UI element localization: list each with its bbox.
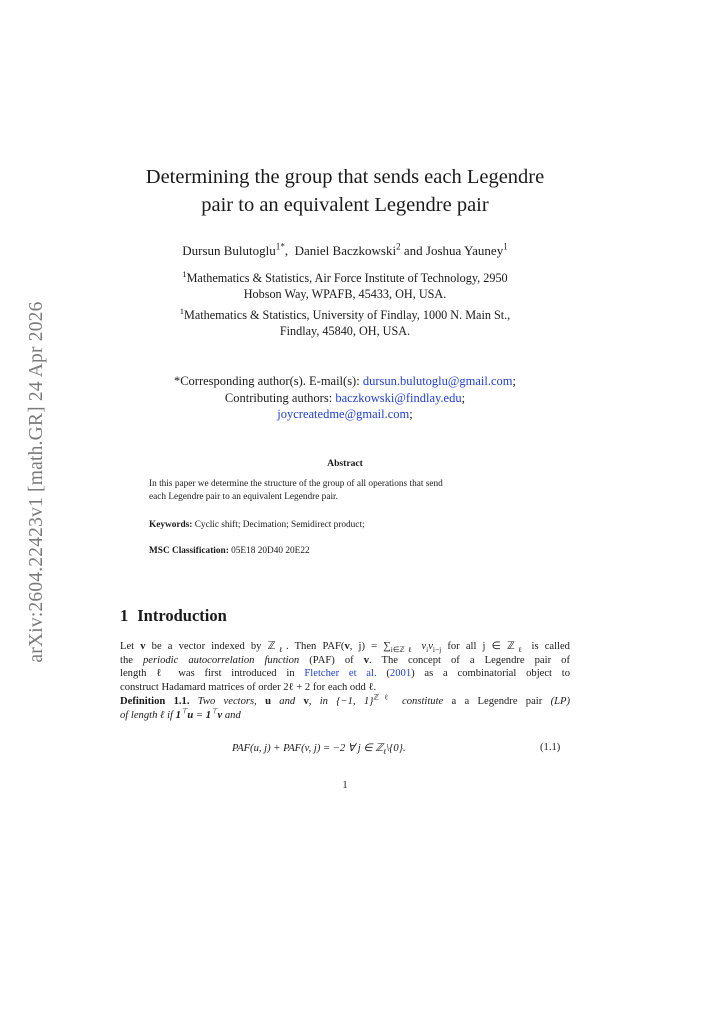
author-list: [120, 242, 570, 260]
correspondence: [120, 373, 570, 423]
section-number: 1: [120, 606, 129, 625]
paragraph-line: the periodic autocorrelation function (PAF) of v. The concept of a Legendre pair of: [120, 654, 570, 666]
paragraph-line: construct Hadamard matrices of order 2ℓ + 2 for each odd ℓ.: [120, 681, 377, 693]
affil-marker: 1: [179, 305, 185, 316]
author-name: Joshua Yauney: [425, 243, 504, 258]
intro-paragraph: [120, 640, 570, 694]
affil-line-2: Hobson Way, WPAFB, 45433, OH, USA.: [243, 287, 447, 301]
definition-block: [120, 692, 570, 722]
paper-title: [120, 163, 570, 219]
arxiv-identifier: arXiv:2604.22423v1 [math.GR] 24 Apr 2026: [26, 301, 47, 663]
msc-text: 05E18 20D40 20E22: [231, 546, 310, 556]
author-separator: and: [403, 243, 423, 258]
equation: PAF(u, j) + PAF(v, j) = −2 ∀ j ∈ ℤ$_\ell$\{0}.: [232, 743, 406, 757]
msc-classification: [149, 545, 569, 558]
citation-link[interactable]: Fletcher et al.: [304, 668, 377, 679]
affil-marker: 1: [182, 268, 187, 279]
section-title: Introduction: [137, 606, 227, 625]
keywords: [149, 519, 569, 532]
separator: ;: [409, 407, 413, 421]
definition-label: Definition 1.1.: [120, 696, 190, 707]
page-number: 1: [342, 780, 348, 791]
affil-line-2: Findlay, 45840, OH, USA.: [279, 324, 411, 338]
citation-year-link[interactable]: 2001: [389, 668, 412, 679]
keywords-text: Cyclic shift; Decimation; Semidirect product;: [194, 520, 365, 530]
msc-label: MSC Classification:: [149, 546, 229, 556]
equation-number: (1.1): [540, 742, 561, 753]
email-link[interactable]: baczkowski@findlay.edu: [335, 390, 462, 405]
separator: ;: [461, 390, 466, 405]
definition-line: of length ℓ if 1⊤u = 1⊤v and: [120, 705, 241, 721]
author-separator: ,: [284, 243, 289, 258]
paragraph-line: Let v be a vector indexed by ℤ$_\ell$. Then PAF(v, $j) = \sum_{i\in ℤ\ell}$ $v_iv_{i-j}$ for all j ∈ ℤ$_\ell$ is called: [120, 641, 570, 655]
author-affil-marker: 2: [396, 241, 401, 252]
separator: ;: [512, 374, 517, 388]
abstract-body: [149, 478, 549, 504]
abstract-heading: Abstract: [327, 458, 363, 469]
affiliation: [120, 307, 570, 339]
definition-line: Definition 1.1. Two vectors, u and v, in {−1, 1}$^{ℤ\ell}$ constitute a a Legendre pair (LP): [120, 692, 570, 707]
abstract-line: In this paper we determine the structure of the group of all operations that send: [149, 479, 443, 489]
paragraph-line: length ℓ was first introduced in Fletcher et al. (2001) as a combinatorial object to: [120, 668, 570, 679]
affil-line-1: Mathematics & Statistics, University of Findlay, 1000 N. Main St.,: [184, 308, 511, 322]
abstract-line: each Legendre pair to an equivalent Legendre pair.: [149, 492, 338, 502]
author-affil-marker: 1*: [275, 241, 285, 252]
keywords-label: Keywords:: [149, 520, 193, 530]
section-heading: [120, 606, 227, 626]
author-name: Dursun Bulutoglu: [182, 243, 276, 258]
email-link[interactable]: joycreatedme@gmail.com: [277, 407, 410, 421]
contributing-label: Contributing authors:: [224, 390, 333, 405]
author-name: Daniel Baczkowski: [294, 243, 397, 258]
corresponding-label: *Corresponding author(s). E-mail(s):: [173, 374, 360, 388]
title-line-1: Determining the group that sends each Legendre: [145, 166, 545, 188]
affiliation: [120, 270, 570, 302]
title-line-2: pair to an equivalent Legendre pair: [201, 194, 489, 216]
author-affil-marker: 1: [503, 241, 508, 252]
email-link[interactable]: dursun.bulutoglu@gmail.com: [362, 374, 513, 388]
affil-line-1: Mathematics & Statistics, Air Force Institute of Technology, 2950: [186, 271, 508, 285]
